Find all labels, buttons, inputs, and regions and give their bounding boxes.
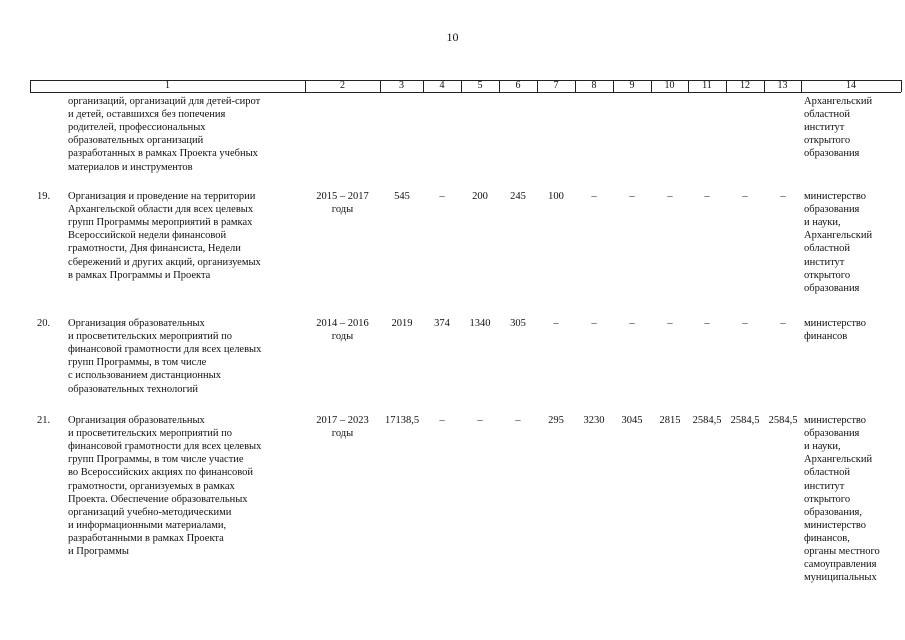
funding-value: – bbox=[553, 318, 559, 329]
responsible-executor-line: образования bbox=[804, 282, 860, 294]
funding-value: 305 bbox=[510, 318, 526, 329]
measure-description-line: во Всероссийских акциях по финансовой bbox=[68, 467, 253, 479]
measure-description-line: с использованием дистанционных bbox=[68, 370, 221, 382]
column-number-2: 2 bbox=[340, 80, 345, 91]
measure-description-line: сбережений и других акций, организуемых bbox=[68, 256, 261, 268]
column-number-4: 4 bbox=[439, 80, 445, 91]
funding-value: 100 bbox=[548, 191, 564, 202]
measure-description-line: в рамках Программы и Проекта bbox=[68, 269, 211, 281]
responsible-executor-line: и науки, bbox=[804, 441, 841, 453]
column-number-5: 5 bbox=[477, 80, 483, 91]
responsible-executor-line: открытого bbox=[804, 269, 851, 281]
row-number: 21. bbox=[37, 415, 51, 426]
responsible-executor-line: Архангельский bbox=[804, 454, 873, 466]
implementation-period: годы bbox=[331, 331, 354, 343]
column-number-7: 7 bbox=[553, 80, 559, 91]
measure-description-line: грамотности, Дня финансиста, Недели bbox=[68, 243, 241, 255]
funding-value: – bbox=[742, 191, 748, 202]
funding-value: – bbox=[477, 415, 483, 426]
implementation-period: 2015 – 2017 bbox=[316, 191, 369, 202]
funding-value: – bbox=[439, 415, 445, 426]
column-number-3: 3 bbox=[399, 80, 404, 91]
responsible-executor-line: и науки, bbox=[804, 217, 841, 229]
funding-value: – bbox=[629, 318, 635, 329]
continuation-description-line: разработанных в рамках Проекта учебных bbox=[68, 148, 258, 160]
funding-value: 2584,5 bbox=[768, 415, 798, 426]
continuation-responsible-line: образования bbox=[804, 148, 860, 160]
funding-value: 2584,5 bbox=[692, 415, 722, 426]
funding-value: – bbox=[667, 318, 673, 329]
responsible-executor-line: областной bbox=[804, 467, 850, 479]
funding-value: – bbox=[439, 191, 445, 202]
column-number-12: 12 bbox=[740, 80, 750, 91]
column-divider bbox=[901, 80, 902, 92]
measure-description-line: Архангельской области для всех целевых bbox=[68, 204, 254, 216]
funding-value: 545 bbox=[394, 191, 410, 202]
column-number-1: 1 bbox=[165, 80, 170, 91]
continuation-description-line: материалов и инструментов bbox=[68, 161, 193, 173]
row-number: 20. bbox=[37, 318, 51, 329]
continuation-description-line: организаций, организаций для детей-сирот bbox=[68, 96, 261, 107]
measure-description-line: грамотности, организуемых в рамках bbox=[68, 480, 235, 492]
column-number-14: 14 bbox=[846, 80, 856, 91]
responsible-executor-line: финансов, bbox=[804, 532, 850, 544]
continuation-description-line: и детей, оставшихся без попечения bbox=[68, 109, 226, 121]
measure-description-line: Организация и проведение на территории bbox=[68, 191, 256, 202]
funding-value: 2019 bbox=[391, 318, 413, 329]
measure-description-line: Организация образовательных bbox=[68, 318, 205, 329]
funding-value: 200 bbox=[472, 191, 488, 202]
responsible-executor-line: самоуправления bbox=[804, 559, 877, 571]
funding-value: – bbox=[591, 318, 597, 329]
measure-description-line: финансовой грамотности для всех целевых bbox=[68, 344, 262, 356]
responsible-executor-line: открытого bbox=[804, 493, 851, 505]
funding-value: – bbox=[515, 415, 521, 426]
measure-description-line: и просветительских мероприятий по bbox=[68, 428, 233, 440]
responsible-executor-line: образования, bbox=[804, 506, 863, 518]
row-number: 19. bbox=[37, 191, 51, 202]
header-bottom-rule bbox=[30, 92, 901, 93]
responsible-executor-line: органы местного bbox=[804, 546, 880, 557]
funding-value: 295 bbox=[548, 415, 564, 426]
funding-value: 3045 bbox=[621, 415, 643, 426]
measure-description-line: организаций учебно-методическими bbox=[68, 506, 232, 518]
implementation-period: годы bbox=[331, 204, 354, 216]
measure-description-line: образовательных технологий bbox=[68, 383, 198, 395]
responsible-executor-line: Архангельский bbox=[804, 230, 873, 242]
funding-value: – bbox=[629, 191, 635, 202]
responsible-executor-line: образования bbox=[804, 428, 860, 440]
funding-value: 2815 bbox=[659, 415, 681, 426]
measure-description-line: финансовой грамотности для всех целевых bbox=[68, 441, 262, 453]
measure-description-line: разработанными в рамках Проекта bbox=[68, 532, 224, 544]
implementation-period: 2017 – 2023 bbox=[316, 415, 369, 426]
funding-value: 2584,5 bbox=[730, 415, 760, 426]
continuation-description-line: образовательных организаций bbox=[68, 135, 204, 147]
responsible-executor-line: министерство bbox=[804, 318, 867, 329]
funding-value: – bbox=[704, 191, 710, 202]
funding-value: – bbox=[704, 318, 710, 329]
measure-description-line: Организация образовательных bbox=[68, 415, 205, 426]
continuation-responsible-line: открытого bbox=[804, 135, 851, 147]
implementation-period: годы bbox=[331, 428, 354, 440]
continuation-responsible-line: областной bbox=[804, 109, 850, 121]
column-number-11: 11 bbox=[702, 80, 712, 91]
measure-description-line: и информационными материалами, bbox=[68, 519, 227, 531]
measure-description-line: Всероссийской недели финансовой bbox=[68, 230, 227, 242]
page-number: 10 bbox=[446, 30, 459, 44]
funding-value: – bbox=[667, 191, 673, 202]
column-number-13: 13 bbox=[777, 80, 788, 91]
measure-description-line: групп Программы, в том числе участие bbox=[68, 454, 244, 466]
responsible-executor-line: областной bbox=[804, 243, 850, 255]
measure-description-line: Проекта. Обеспечение образовательных bbox=[68, 493, 248, 505]
measure-description-line: групп Программы мероприятий в рамках bbox=[68, 217, 253, 229]
responsible-executor-line: финансов bbox=[804, 331, 848, 343]
funding-value: 374 bbox=[434, 318, 450, 329]
responsible-executor-line: институт bbox=[804, 480, 845, 492]
measure-description-line: и Программы bbox=[68, 546, 129, 557]
funding-value: 17138,5 bbox=[384, 415, 420, 426]
responsible-executor-line: министерство bbox=[804, 191, 867, 202]
continuation-responsible-line: Архангельский bbox=[804, 96, 873, 107]
funding-value: – bbox=[780, 191, 786, 202]
implementation-period: 2014 – 2016 bbox=[316, 318, 369, 329]
responsible-executor-line: институт bbox=[804, 256, 845, 268]
funding-value: – bbox=[591, 191, 597, 202]
funding-value: 245 bbox=[510, 191, 526, 202]
column-number-8: 8 bbox=[591, 80, 597, 91]
column-number-10: 10 bbox=[664, 80, 675, 91]
column-number-9: 9 bbox=[629, 80, 635, 91]
responsible-executor-line: министерство bbox=[804, 415, 867, 426]
funding-value: – bbox=[780, 318, 786, 329]
funding-value: – bbox=[742, 318, 748, 329]
measure-description-line: и просветительских мероприятий по bbox=[68, 331, 233, 343]
measure-description-line: групп Программы, в том числе bbox=[68, 357, 207, 369]
responsible-executor-line: образования bbox=[804, 204, 860, 216]
column-number-6: 6 bbox=[515, 80, 521, 91]
responsible-executor-line: муниципальных bbox=[804, 572, 877, 584]
responsible-executor-line: министерство bbox=[804, 519, 867, 531]
continuation-description-line: родителей, профессиональных bbox=[68, 122, 206, 134]
continuation-responsible-line: институт bbox=[804, 122, 845, 134]
funding-value: 1340 bbox=[469, 318, 491, 329]
funding-value: 3230 bbox=[583, 415, 605, 426]
